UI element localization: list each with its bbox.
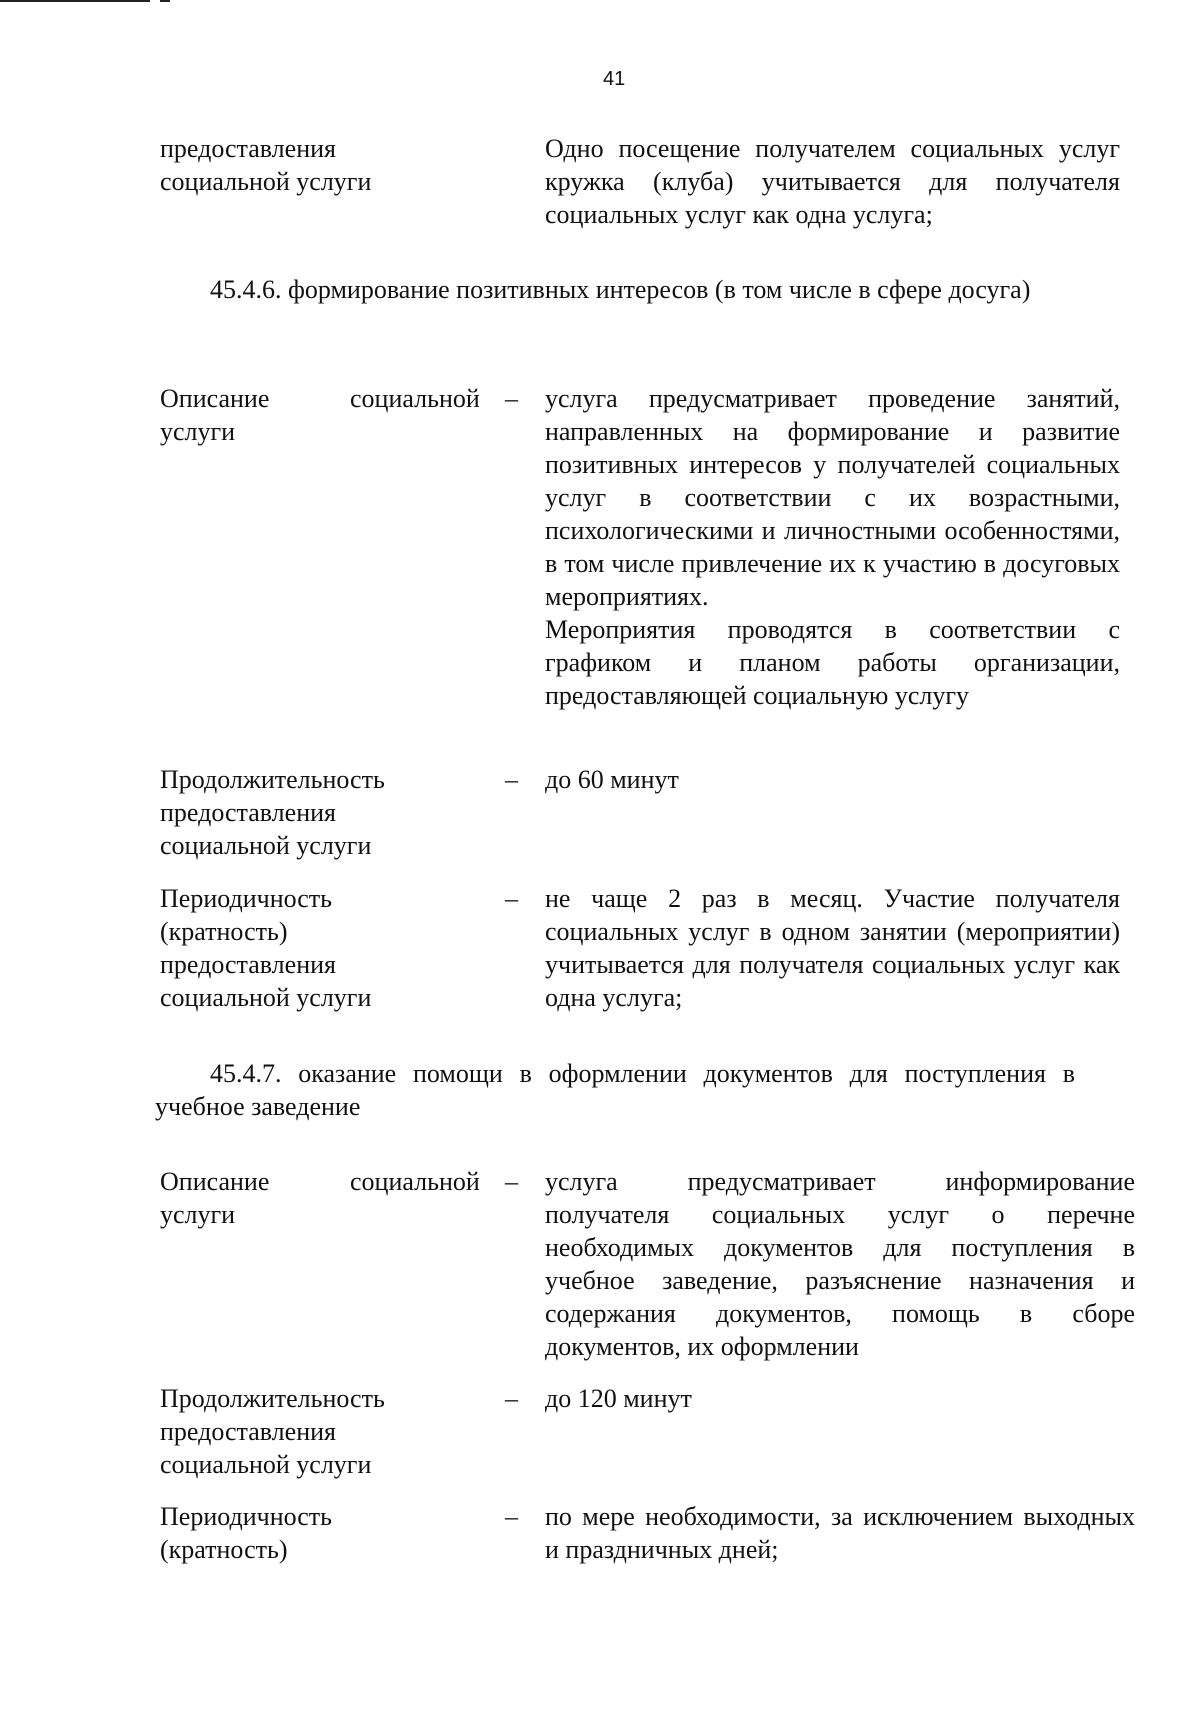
frequency-label: Периодичность (кратность) предоставления социальной услуги [160, 884, 372, 1012]
dash: – [505, 1502, 518, 1531]
top-block-label: предоставления социальной услуги [160, 134, 372, 196]
dash: – [505, 1384, 518, 1413]
description-value [545, 382, 1120, 712]
frequency-value: по мере необходимости, за исключением выходных и праздничных дней; [545, 1502, 1135, 1564]
scan-edge-line [0, 0, 150, 2]
dash: – [505, 765, 518, 794]
scan-edge-mark [160, 0, 170, 2]
frequency-value: не чаще 2 раз в месяц. Участие получателя социальных услуг в одном занятии (мероприятии) учитывается для получателя социальных услуг как одна услуга; [545, 884, 1120, 1012]
description-paragraph-1: услуга предусматривает проведение занятий, направленных на формирование и развитие позитивных интересов у получателей социальных услуг в соответствии с их возрастными, психологическими и личностными особенностями, в том числе привлечение их к участию в досуговых мероприятиях. [545, 384, 1120, 611]
duration-value: до 60 минут [545, 765, 679, 794]
duration-label: Продолжительность предоставления социальной услуги [160, 765, 385, 860]
duration-value: до 120 минут [545, 1384, 692, 1413]
section-456-heading: 45.4.6. формирование позитивных интересов (в том числе в сфере досуга) [210, 275, 1031, 304]
top-block-value: Одно посещение получателем социальных услуг кружка (клуба) учитывается для получателя социальных услуг как одна услуга; [545, 134, 1120, 229]
description-value: услуга предусматривает информирование получателя социальных услуг о перечне необходимых документов для поступления в учебное заведение, разъяснение назначения и содержания документов, помощь в сборе документов, их оформлении [545, 1167, 1135, 1361]
dash: – [505, 1167, 518, 1196]
description-label-word3: услуги [160, 417, 236, 446]
dash: – [505, 384, 518, 413]
frequency-label: Периодичность (кратность) [160, 1502, 333, 1564]
description-paragraph-2: Мероприятия проводятся в соответствии с графиком и планом работы организации, предоставляющей социальную услугу [545, 615, 1120, 710]
duration-label: Продолжительность предоставления социальной услуги [160, 1384, 385, 1479]
description-label-word3: услуги [160, 1200, 236, 1229]
description-label-word1: Описание [160, 1167, 270, 1196]
page-number: 41 [603, 68, 626, 90]
description-label-word1: Описание [160, 384, 270, 413]
description-label-word2: социальной [350, 384, 480, 413]
description-label-word2: социальной [350, 1167, 480, 1196]
section-457-heading: 45.4.7. оказание помощи в оформлении документов для поступления в учебное заведение [155, 1059, 1075, 1121]
dash: – [505, 884, 518, 913]
